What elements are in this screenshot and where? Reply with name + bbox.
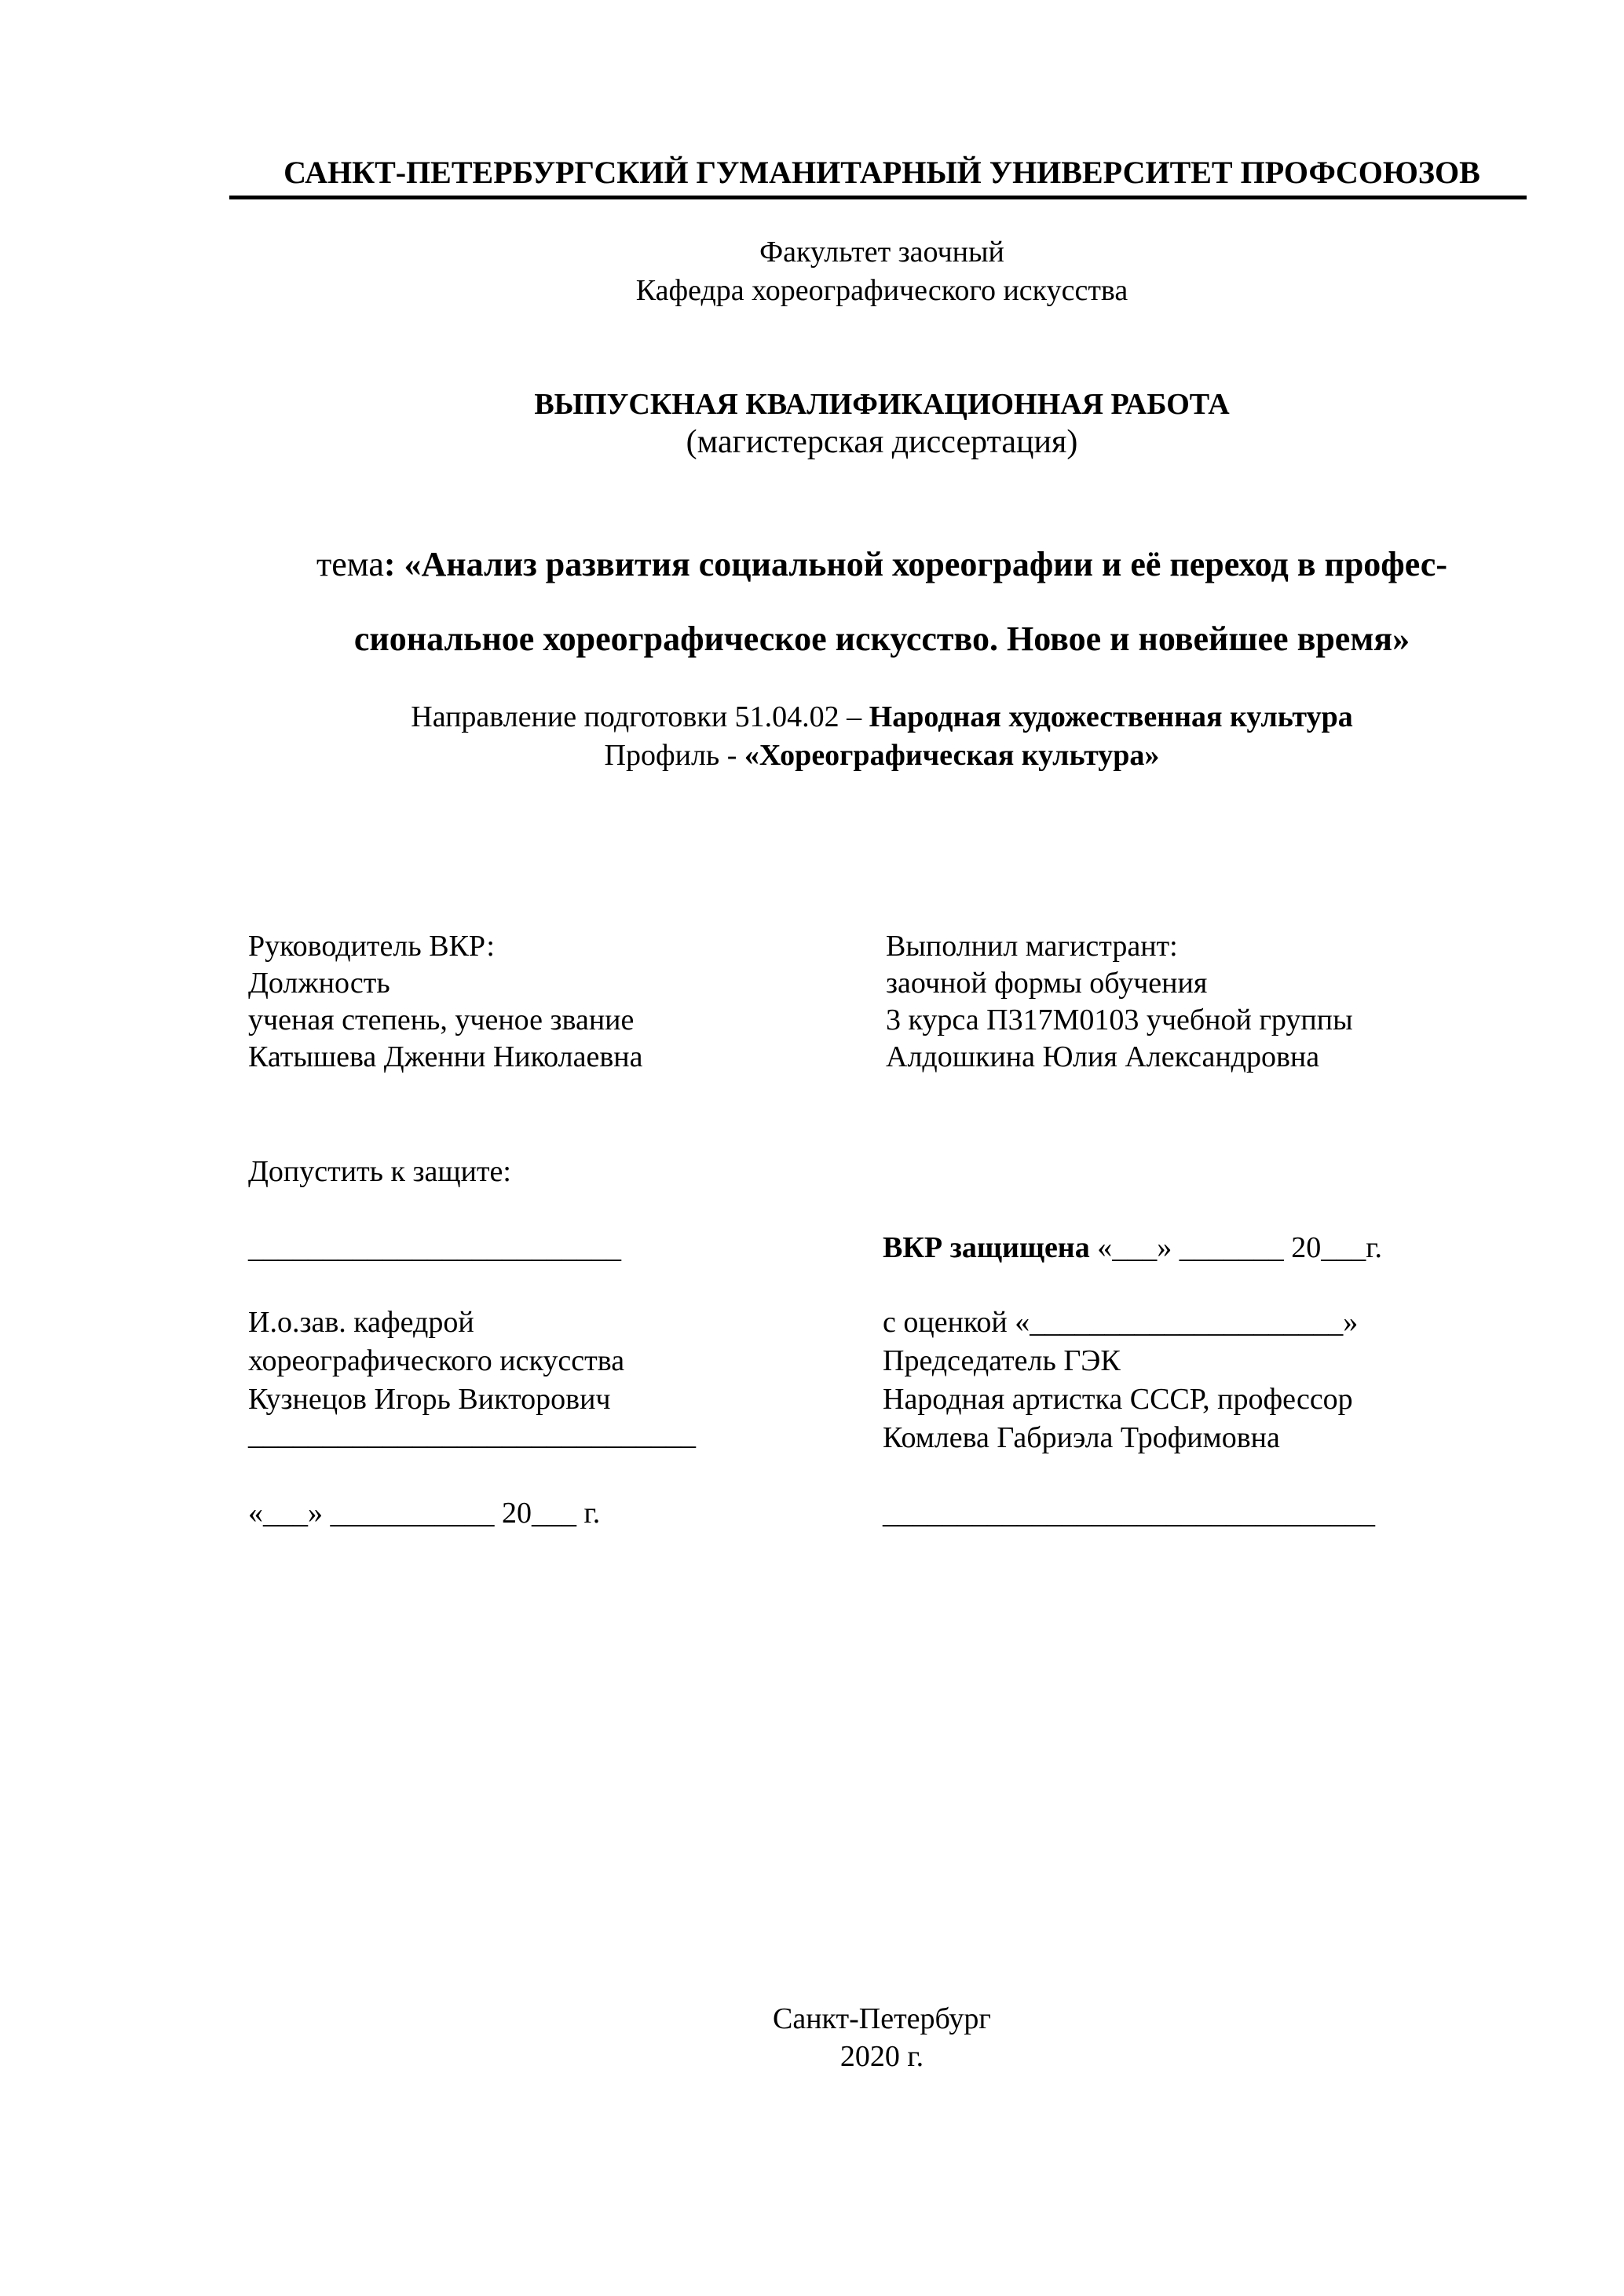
defense-line	[883, 1233, 1382, 1263]
head-name: Кузнецов Игорь Викторович	[248, 1383, 611, 1416]
topic-prefix: тема	[316, 545, 384, 583]
university-name: САНКТ-ПЕТЕРБУРГСКИЙ ГУМАНИТАРНЫЙ УНИВЕРСИТЕТ ПРОФСОЮЗОВ	[283, 155, 1480, 190]
defense-date: «___» _______ 20___г.	[1089, 1231, 1383, 1264]
direction-label: Направление подготовки 51.04.02 –	[411, 700, 869, 733]
department: Кафедра хореографического искусства	[635, 274, 1128, 307]
faculty: Факультет заочный	[759, 236, 1004, 269]
direction	[248, 702, 1516, 732]
admit-signature-line: _________________________	[248, 1231, 621, 1264]
profile-label: Профиль -	[604, 739, 744, 772]
work-subtype: (магистерская диссертация)	[686, 424, 1078, 460]
student-name: Алдошкина Юлия Александровна	[886, 1040, 1320, 1073]
chair-signature: _________________________________	[883, 1497, 1375, 1530]
admit-label: Допустить к защите:	[248, 1155, 511, 1188]
supervisor-heading: Руководитель ВКР:	[248, 930, 495, 963]
header-rule	[229, 196, 1527, 199]
student-form: заочной формы обучения	[886, 967, 1208, 1000]
supervisor-name: Катышева Дженни Николаевна	[248, 1040, 643, 1073]
head-signature: ______________________________	[248, 1418, 696, 1451]
admit-date: «___» ___________ 20___ г.	[248, 1497, 601, 1530]
head-dept: хореографического искусства	[248, 1344, 625, 1377]
chair-name: Комлева Габриэла Трофимовна	[883, 1421, 1280, 1454]
city: Санкт-Петербург	[772, 2002, 992, 2035]
profile-value: «Хореографическая культура»	[744, 739, 1160, 772]
supervisor-position: Должность	[248, 967, 390, 1000]
student-group: 3 курса П317М0103 учебной группы	[886, 1004, 1353, 1036]
chair-rank: Народная артистка СССР, профессор	[883, 1383, 1353, 1416]
head-title: И.о.зав. кафедрой	[248, 1306, 474, 1339]
topic-line-2: сиональное хореографическое искусство. Новое и новейшее время»	[353, 620, 1410, 658]
student-heading: Выполнил магистрант:	[886, 930, 1178, 963]
supervisor-degree: ученая степень, ученое звание	[248, 1004, 635, 1036]
profile	[248, 740, 1516, 770]
topic-line-1	[248, 547, 1516, 582]
direction-value: Народная художественная культура	[869, 700, 1353, 733]
work-type: ВЫПУСКНАЯ КВАЛИФИКАЦИОННАЯ РАБОТА	[534, 388, 1230, 421]
year: 2020 г.	[839, 2040, 924, 2073]
defense-label: ВКР защищена	[883, 1231, 1090, 1264]
defense-grade: с оценкой «_____________________»	[883, 1306, 1359, 1339]
topic-text-1: : «Анализ развития социальной хореографии и её переход в профес-	[383, 545, 1447, 583]
chair-title: Председатель ГЭК	[883, 1344, 1121, 1377]
